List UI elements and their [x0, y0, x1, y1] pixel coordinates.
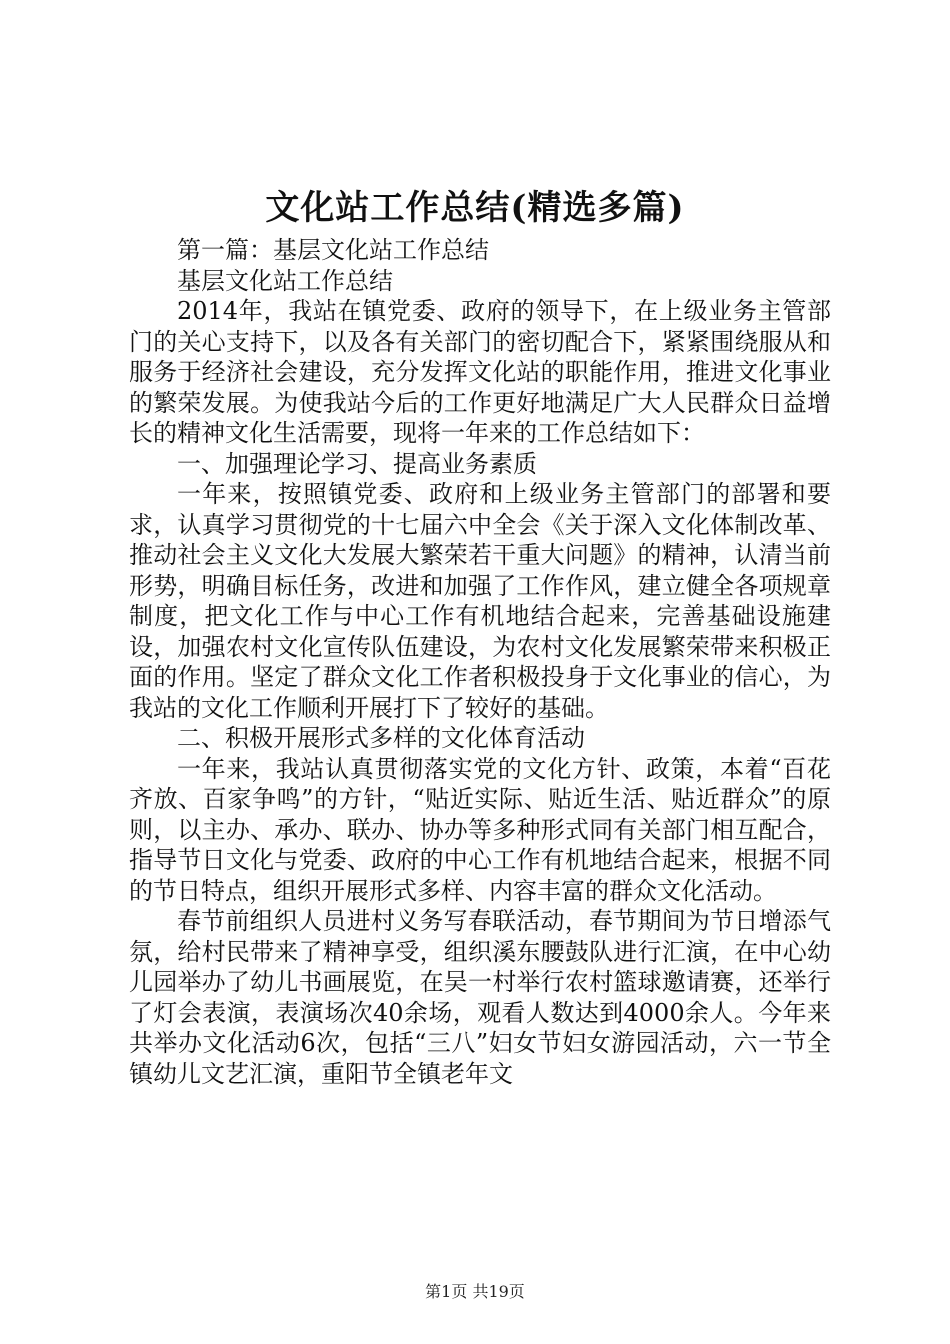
subsection-heading: 基层文化站工作总结: [177, 266, 393, 295]
paragraph: 2014年，我站在镇党委、政府的领导下，在上级业务主管部门的关心支持下，以及各有关部门的密切配合下，紧紧围绕服从和服务于经济社会建设，充分发挥文化站的职能作用，推进文化事业的繁荣发展。为使我站今后的工作更好地满足广大人民群众日益增长的精神文化生活需要，现将一年来的工作总结如下：: [129, 297, 831, 447]
document-title: 文化站工作总结(精选多篇): [265, 188, 685, 228]
section-heading: 第一篇：基层文化站工作总结: [177, 236, 489, 264]
page-footer: 第1页 共19页: [425, 1282, 525, 1301]
document-body: [129, 235, 831, 1089]
paragraph: 一年来，按照镇党委、政府和上级业务主管部门的部署和要求，认真学习贯彻党的十七届六中全会《关于深入文化体制改革、推动社会主义文化大发展大繁荣若干重大问题》的精神，认清当前形势，明确目标任务，改进和加强了工作作风，建立健全各项规章制度，把文化工作与中心工作有机地结合起来，完善基础设施建设，加强农村文化宣传队伍建设，为农村文化发展繁荣带来积极正面的作用。坚定了群众文化工作者积极投身于文化事业的信心，为我站的文化工作顺利开展打下了较好的基础。: [129, 480, 831, 722]
section-heading: 一、加强理论学习、提高业务素质: [177, 449, 537, 478]
section-heading: 二、积极开展形式多样的文化体育活动: [177, 724, 585, 752]
paragraph: 一年来，我站认真贯彻落实党的文化方针、政策，本着“百花齐放、百家争鸣”的方针，“贴近实际、贴近生活、贴近群众”的原则，以主办、承办、联办、协办等多种形式同有关部门相互配合，指导节日文化与党委、政府的中心工作有机地结合起来，根据不同的节日特点，组织开展形式多样、内容丰富的群众文化活动。: [129, 754, 831, 905]
paragraph: 春节前组织人员进村义务写春联活动，春节期间为节日增添气氛，给村民带来了精神享受，组织溪东腰鼓队进行汇演，在中心幼儿园举办了幼儿书画展览，在吴一村举行农村篮球邀请赛，还举行了灯会表演，表演场次40余场，观看人数达到4000余人。今年来共举办文化活动6次，包括“三八”妇女节妇女游园活动，六一节全镇幼儿文艺汇演，重阳节全镇老年文: [129, 907, 831, 1088]
